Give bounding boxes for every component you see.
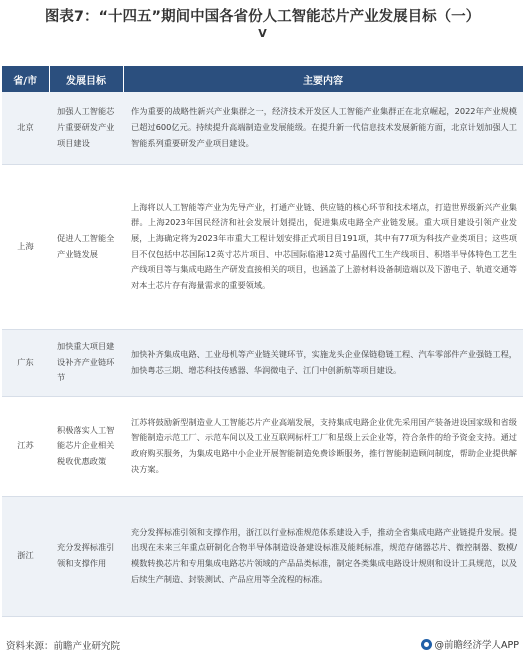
content-cell: 充分发挥标准引领和支撑作用，浙江以行业标准规范体系建设入手，推动全省集成电路产业链提升发展。提出现在未来三年重点研制化合物半导体制造设备建设标准及能耗标准，规范存储器芯片、微控制器、数模/模数转换芯片和专用集成电路芯片领域的产品品类标准，制定各类集成电路设计规则和设计工具规范，以及后续生产制造、封装测试、产品应用等全流程的标准。: [123, 496, 523, 616]
goal-cell: 积极落实人工智能芯片企业相关税收优惠政策: [49, 396, 123, 496]
title-continuation: V: [258, 27, 267, 40]
table-row: [2, 396, 523, 496]
goal-cell: 加快重大项目建设补齐产业链环节: [49, 329, 123, 396]
table-row: [2, 92, 523, 164]
goal-cell: 充分发挥标准引领和支撑作用: [49, 496, 123, 616]
province-cell: 广东: [2, 329, 49, 396]
brand-footer: [421, 637, 519, 651]
province-cell: 北京: [2, 92, 49, 164]
table-row: [2, 496, 523, 616]
table-row: [2, 329, 523, 396]
goal-cell: 加强人工智能芯片重要研发产业项目建设: [49, 92, 123, 164]
content-cell: 加快补齐集成电路、工业母机等产业链关键环节，实施龙头企业保链稳链工程、汽车零部件产业强链工程，加快粤芯三期、增芯科技传感器、华润微电子、江门中创新航等项目建设。: [123, 329, 523, 396]
content-cell: 江苏将鼓励新型制造业人工智能芯片产业高端发展，支持集成电路企业优先采用国产装备进设国家级和省级智能制造示范工厂、示范车间以及工业互联网标杆工厂和星级上云企业等，符合条件的给予资金支持。通过政府购买服务，为集成电路中小企业开展智能制造免费诊断服务，推行智能制造顾问制度，帮助企业提供解决方案。: [123, 396, 523, 496]
title-line: 图表7：“十四五”期间中国各省份人工智能芯片产业发展目标（一）: [44, 9, 481, 25]
goals-table: [2, 66, 524, 617]
source-note: 资料来源：前瞻产业研究院: [6, 641, 121, 652]
brand-label: @前瞻经济学人APP: [434, 640, 519, 651]
table-row: [2, 164, 523, 329]
header-province: 省/市: [2, 66, 49, 92]
header-content: 主要内容: [123, 66, 523, 92]
brand-logo-icon: [421, 639, 432, 650]
chart-title: [0, 0, 525, 52]
table-header-row: [2, 66, 523, 92]
content-cell: 上海将以人工智能等产业为先导产业，打通产业链、供应链的核心环节和技术堵点，打造世界级新兴产业集群。上海2023年国民经济和社会发展计划提出，促进集成电路全产业链发展。重大项目建设引领产业发展，上海确定将为2023年市重大工程计划安排正式项目目191项，其中有77项为科技产业类项目；这些项目不仅包括中芯国际12英寸芯片项目、中芯国际临港12英寸晶圆代工生产线项目、积塔半导体特色工艺生产线项目等与集成电路生产研发直接相关的项目，也涵盖了上游材料设备制造端以及下游电子、轨道交通等对本土芯片存有海量需求的重要领域。: [123, 164, 523, 329]
goal-cell: 促进人工智能全产业链发展: [49, 164, 123, 329]
province-cell: 江苏: [2, 396, 49, 496]
content-cell: 作为重要的战略性新兴产业集群之一，经济技术开发区人工智能产业集群正在北京崛起，2022年产业规模已超过600亿元。持续提升高端制造业发展能级。在提升新一代信息技术发展新能方面，北京计划加强人工智能系列重要研发产业项目建设。: [123, 92, 523, 164]
province-cell: 上海: [2, 164, 49, 329]
header-goal: 发展目标: [49, 66, 123, 92]
province-cell: 浙江: [2, 496, 49, 616]
